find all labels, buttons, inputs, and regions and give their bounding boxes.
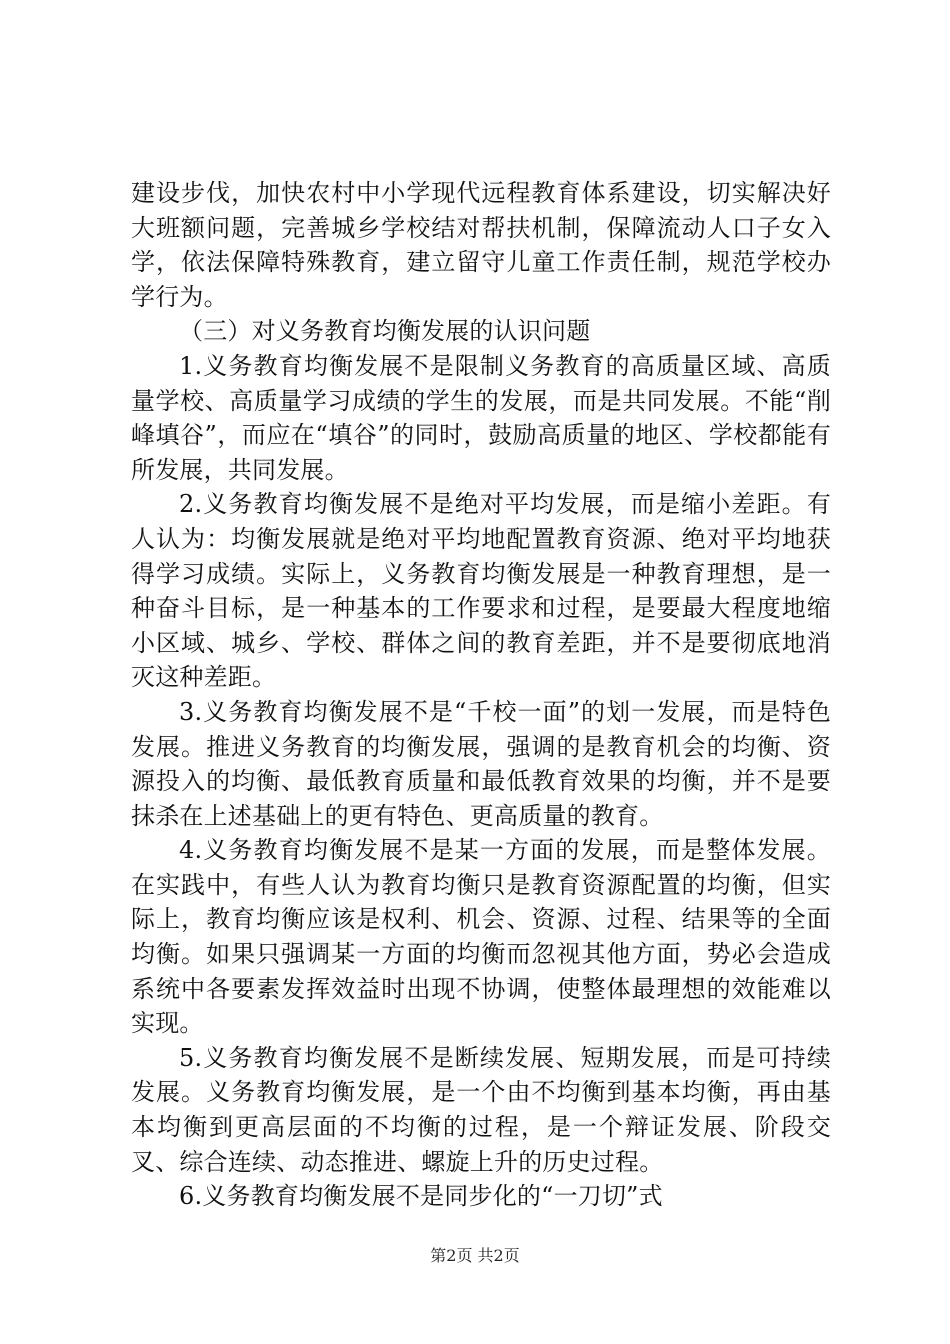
paragraph-item-2: 2.义务教育均衡发展不是绝对平均发展，而是缩小差距。有人认为：均衡发展就是绝对平均地配置教育资源、绝对平均地获得学习成绩。实际上，义务教育均衡发展是一种教育理想，是一种奋斗目标，是一种基本的工作要求和过程，是要最大程度地缩小区域、城乡、学校、群体之间的教育差距，并不是要彻底地消灭这种差距。 xyxy=(131,490,831,692)
page-footer xyxy=(0,1243,950,1266)
section-heading: （三）对义务教育均衡发展的认识问题 xyxy=(179,317,591,346)
paragraph-item-4: 4.义务教育均衡发展不是某一方面的发展，而是整体发展。在实践中，有些人认为教育均衡只是教育资源配置的均衡，但实际上，教育均衡应该是权利、机会、资源、过程、结果等的全面均衡。如果只强调某一方面的均衡而忽视其他方面，势必会造成系统中各要素发挥效益时出现不协调，使整体最理想的效能难以实现。 xyxy=(131,836,831,1038)
document-body xyxy=(131,176,831,1214)
paragraph-continuation: 建设步伐，加快农村中小学现代远程教育体系建设，切实解决好大班额问题，完善城乡学校结对帮扶机制，保障流动人口子女入学，依法保障特殊教育，建立留守儿童工作责任制，规范学校办学行为。 xyxy=(131,179,831,311)
page-number-label: 第2页 共2页 xyxy=(430,1246,520,1265)
paragraph-item-6: 6.义务教育均衡发展不是同步化的“一刀切”式 xyxy=(179,1182,663,1211)
paragraph-item-3: 3.义务教育均衡发展不是“千校一面”的划一发展，而是特色发展。推进义务教育的均衡发展，强调的是教育机会的均衡、资源投入的均衡、最低教育质量和最低教育效果的均衡，并不是要抹杀在上述基础上的更有特色、更高质量的教育。 xyxy=(131,697,831,830)
paragraph-item-5: 5.义务教育均衡发展不是断续发展、短期发展，而是可持续发展。义务教育均衡发展，是一个由不均衡到基本均衡，再由基本均衡到更高层面的不均衡的过程，是一个辩证发展、阶段交叉、综合连续、动态推进、螺旋上升的历史过程。 xyxy=(131,1043,831,1176)
paragraph-item-1: 1.义务教育均衡发展不是限制义务教育的高质量区域、高质量学校、高质量学习成绩的学生的发展，而是共同发展。不能“削峰填谷”，而应在“填谷”的同时，鼓励高质量的地区、学校都能有所发展，共同发展。 xyxy=(131,351,831,484)
